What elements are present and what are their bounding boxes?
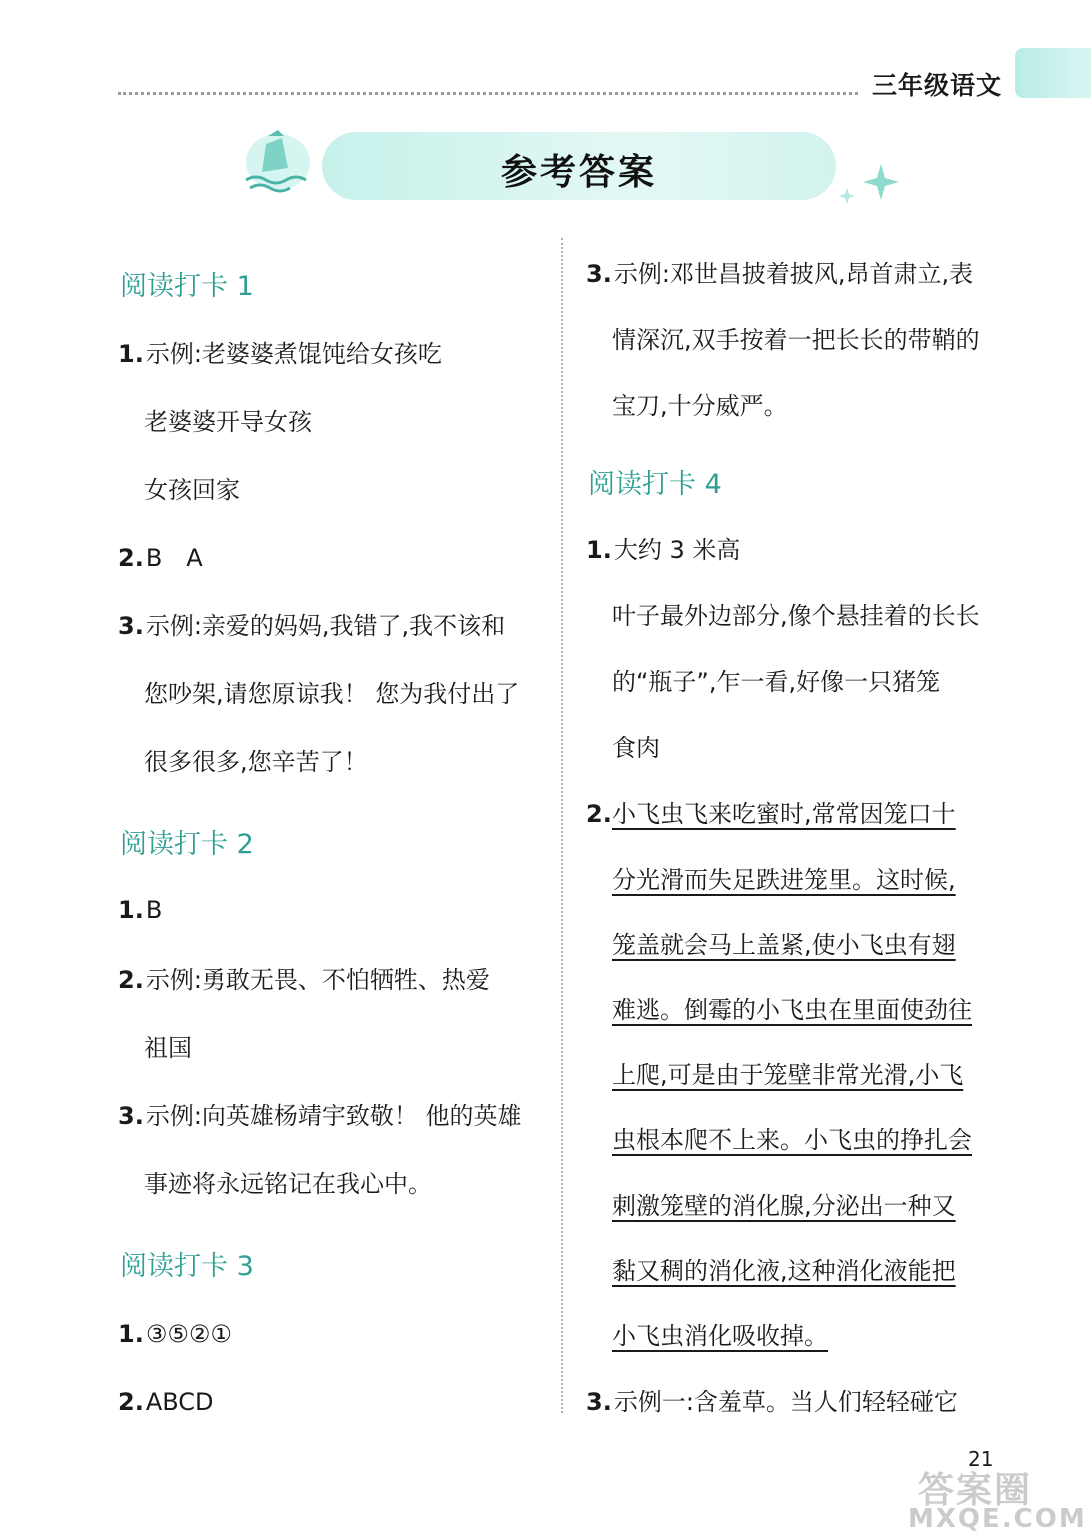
header-dotted-rule: [118, 92, 858, 95]
answer-line: 您吵架,请您原谅我！ 您为我付出了: [144, 680, 520, 708]
answer-line: 1.B: [118, 896, 163, 924]
lighthouse-icon: [238, 128, 322, 198]
header-tab-decoration: [1015, 48, 1091, 98]
answer-line: 宝刀,十分威严。: [612, 392, 788, 420]
answer-line: 食肉: [612, 734, 660, 762]
answer-line: 情深沉,双手按着一把长长的带鞘的: [612, 326, 980, 354]
answer-line: 2.ABCD: [118, 1388, 214, 1416]
underlined-answer-line: 小飞虫飞来吃蜜时,常常因笼口十: [612, 800, 956, 828]
answer-number: 2.: [586, 800, 612, 828]
page-number: 21: [968, 1447, 994, 1471]
underlined-answer-line: 难逃。倒霉的小飞虫在里面使劲往: [612, 996, 972, 1024]
answer-line: 很多很多,您辛苦了！: [144, 748, 368, 776]
section-title-1: 阅读打卡 1: [120, 271, 254, 302]
page-title: 参考答案: [500, 152, 657, 193]
answer-line: 1.大约 3 米高: [586, 536, 741, 564]
underlined-answer-line: 虫根本爬不上来。小飞虫的挣扎会: [612, 1126, 972, 1154]
header-subject: 三年级语文: [872, 71, 1003, 100]
answer-line: 1.③⑤②①: [118, 1320, 232, 1348]
underlined-answer-line: 小飞虫消化吸收掉。: [612, 1322, 828, 1350]
answer-line: 女孩回家: [144, 476, 240, 504]
answer-line: 祖国: [144, 1034, 192, 1062]
title-banner: [322, 132, 836, 200]
sparkle-icon: [835, 158, 907, 208]
section-title-4: 阅读打卡 4: [588, 469, 722, 500]
watermark-logo: 答案圈 MXQE.COM: [908, 1470, 1087, 1534]
answer-line: 老婆婆开导女孩: [144, 408, 312, 436]
column-divider: [561, 238, 563, 1413]
section-title-2: 阅读打卡 2: [120, 829, 254, 860]
underlined-answer-line: 分光滑而失足跌进笼里。这时候,: [612, 866, 956, 894]
underlined-answer-line: 黏又稠的消化液,这种消化液能把: [612, 1257, 956, 1285]
answer-line: 3.示例:亲爱的妈妈,我错了,我不该和: [118, 612, 506, 640]
underlined-answer-line: 上爬,可是由于笼壁非常光滑,小飞: [612, 1061, 964, 1089]
answer-line: 3.示例:邓世昌披着披风,昂首肃立,表: [586, 260, 974, 288]
answer-line: 事迹将永远铭记在我心中。: [144, 1170, 432, 1198]
underlined-answer-line: 刺激笼壁的消化腺,分泌出一种又: [612, 1192, 956, 1220]
answer-line: 3.示例一:含羞草。当人们轻轻碰它: [586, 1388, 958, 1416]
answer-line: 2.B A: [118, 544, 203, 572]
answer-line: 1.示例:老婆婆煮馄饨给女孩吃: [118, 340, 442, 368]
section-title-3: 阅读打卡 3: [120, 1251, 254, 1282]
answer-line: 的“瓶子”,乍一看,好像一只猪笼: [612, 668, 941, 696]
answer-line: 叶子最外边部分,像个悬挂着的长长: [612, 602, 980, 630]
answer-line: 2.示例:勇敢无畏、不怕牺牲、热爱: [118, 966, 490, 994]
underlined-answer-line: 笼盖就会马上盖紧,使小飞虫有翅: [612, 931, 956, 959]
answer-line: 3.示例:向英雄杨靖宇致敬！ 他的英雄: [118, 1102, 522, 1130]
